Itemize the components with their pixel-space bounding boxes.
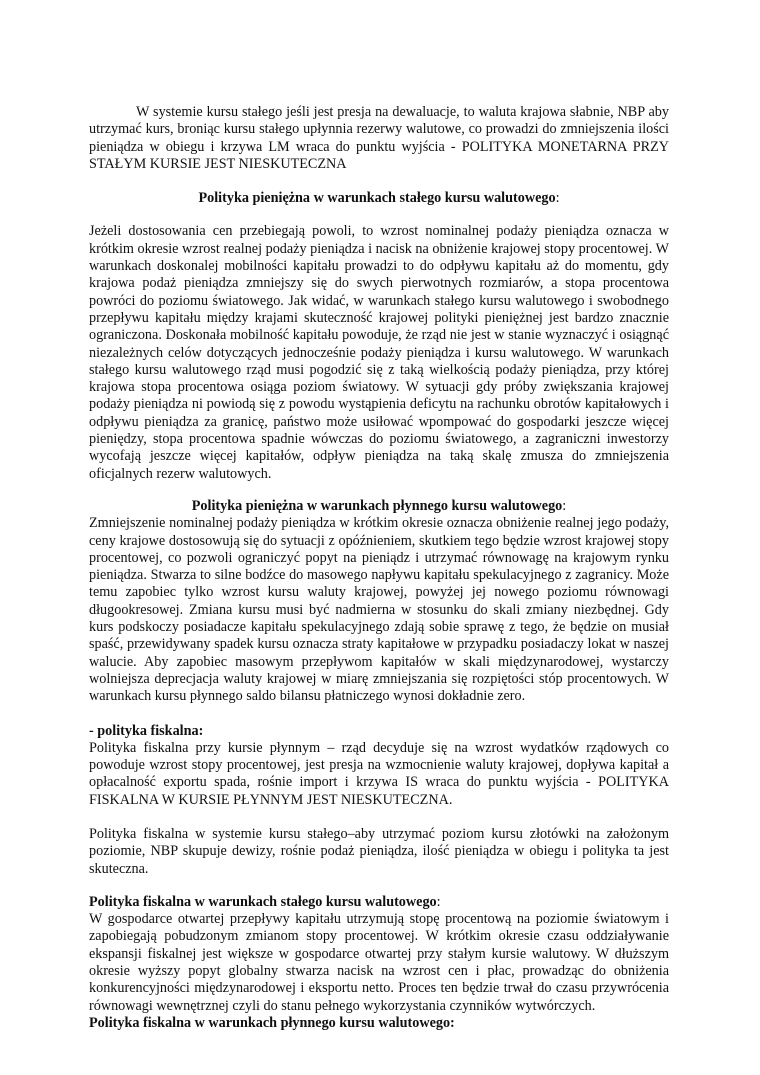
heading-fiscal-policy: - polityka fiskalna: (89, 722, 204, 739)
fixed-fiscal-policy-paragraph: W gospodarce otwartej przepływy kapitału utrzymują stopę procentową na poziomie światowym i zapobiegają pobudzonym zmianom stopy procentowej. W krótkim okresie czasu oddziaływanie ekspansji fiskalnej jest większe w gospodarce otwartej przy stałym kursie walutowy. W dłuższym okresie wyższy popyt globalny stwarza nacisk na wzrost cen i płac, prowadząc do obniżenia konkurencyjności międzynarodowej i eksportu netto. Proces ten będzie trwał do czasu przywrócenia równowagi wewnętrznej czyli do stanu pełnego wykorzystania czynników wytwórczych. (89, 911, 669, 1014)
heading-floating-fiscal-policy: Polityka fiskalna w warunkach płynnego kursu walutowego: (89, 1014, 455, 1031)
document-page (89, 104, 669, 1032)
heading-fixed-fiscal-policy-suffix: : (436, 893, 441, 910)
fixed-monetary-policy-paragraph: Jeżeli dostosowania cen przebiegają powoli, to wzrost nominalnej podaży pieniądza oznacza w krótkim okresie wzrost realnej podaży pieniądza i nacisk na obniżenie krajowej stopy procentowej. W warunkach doskonalej mobilności kapitału prowadzi to do odpływu kapitału aż do momentu, gdy krajowa podaż pieniądza zmniejszy się do swych pierwotnych rozmiarów, a stopa procentowa powróci do poziomu światowego. Jak widać, w warunkach stałego kursu walutowego i swobodnego przepływu kapitału między krajami skuteczność krajowej polityki pieniężnej jest bardzo znacznie ograniczona. Doskonała mobilność kapitału powoduje, że rząd nie jest w stanie wyznaczyć i osiągnąć niezależnych celów dotyczących jednocześnie podaży pieniądza i kursu walutowego. W warunkach stałego kursu walutowego rząd musi pogodzić się z taką wielkością podaży pieniądza, przy której krajowa stopa procentowa osiąga poziom światowy. W sytuacji gdy próby zwiększania krajowej podaży pieniądza ni powiodą się z powodu wystąpienia deficytu na rachunku obrotów kapitałowych i odpływu pieniądza za granicę, państwo może usiłować wpompować do gospodarki jeszcze więcej pieniędzy, stopa procentowa spadnie wówczas do poziomu światowego, a zagraniczni inwestorzy wycofają jeszcze więcej kapitałów, odpływ pieniądza na taką skalę zmusza do zmniejszenia oficjalnych rezerw walutowych. (89, 223, 669, 482)
heading-fixed-monetary-policy-text: Polityka pieniężna w warunkach stałego kursu walutowego (198, 190, 556, 207)
heading-fixed-monetary-policy-suffix: : (555, 190, 560, 207)
heading-fixed-fiscal-policy (89, 894, 669, 911)
heading-floating-monetary-policy (89, 498, 669, 515)
heading-fixed-monetary-policy (89, 190, 669, 207)
floating-monetary-policy-paragraph: Zmniejszenie nominalnej podaży pieniądza w krótkim okresie oznacza obniżenie realnej jego podaży, ceny krajowe dostosowują się do sytuacji z opóźnieniem, skutkiem tego będzie wzrost krajowej stopy procentowej, co pozwoli ograniczyć popyt na pieniądz i utrzymać równowagę na krajowym rynku pieniądza. Stwarza to silne bodźce do masowego napływu kapitału spekulacyjnego z zagranicy. Może temu zapobiec tylko wzrost kursu waluty krajowej, powyżej jej nowego poziomu równowagi długookresowej. Zmiana kursu musi być nadmierna w stosunku do skali zmiany niezbędnej. Gdy kurs podskoczy posiadacze kapitału spekulacyjnego zdają sobie sprawę z tego, że będzie on musiał spaść, przewidywany spadek kursu oznacza straty kapitałowe w przypadku posiadaczy lokat w naszej walucie. Aby zapobiec masowym przepływom kapitałów w skali międzynarodowej, wystarczy wolniejsza deprecjacja waluty krajowej w miarę zmniejszania się rozpiętości stóp procentowych. W warunkach kursu płynnego saldo bilansu płatniczego wynosi dokładnie zero. (89, 515, 669, 705)
heading-floating-monetary-policy-text: Polityka pieniężna w warunkach płynnego kursu walutowego (191, 497, 563, 514)
intro-paragraph: W systemie kursu stałego jeśli jest presja na dewaluacje, to waluta krajowa słabnie, NBP aby utrzymać kurs, broniąc kursu stałego upłynnia rezerwy walutowe, co prowadzi do zmniejszenia ilości pieniądza w obiegu i krzywa LM wraca do punktu wyjścia - POLITYKA MONETARNA PRZY STAŁYM KURSIE JEST NIESKUTECZNA (89, 104, 669, 172)
fiscal-policy-fixed-paragraph: Polityka fiskalna w systemie kursu stałego–aby utrzymać poziom kursu złotówki na założonym poziomie, NBP skupuje dewizy, rośnie podaż pieniądza, ilość pieniądza w obiegu i polityka ta jest skuteczna. (89, 825, 669, 877)
heading-floating-monetary-policy-suffix: : (562, 497, 567, 514)
heading-fixed-fiscal-policy-text: Polityka fiskalna w warunkach stałego kursu walutowego (89, 893, 437, 910)
fiscal-policy-floating-paragraph: Polityka fiskalna przy kursie płynnym – rząd decyduje się na wzrost wydatków rządowych co powoduje wzrost stopy procentowej, jest presja na wzmocnienie waluty krajowej, dopływa kapitał a opłacalność exportu spada, rośnie import i krzywa IS wraca do punktu wyjścia - POLITYKA FISKALNA W KURSIE PŁYNNYM JEST NIESKUTECZNA. (89, 739, 669, 808)
